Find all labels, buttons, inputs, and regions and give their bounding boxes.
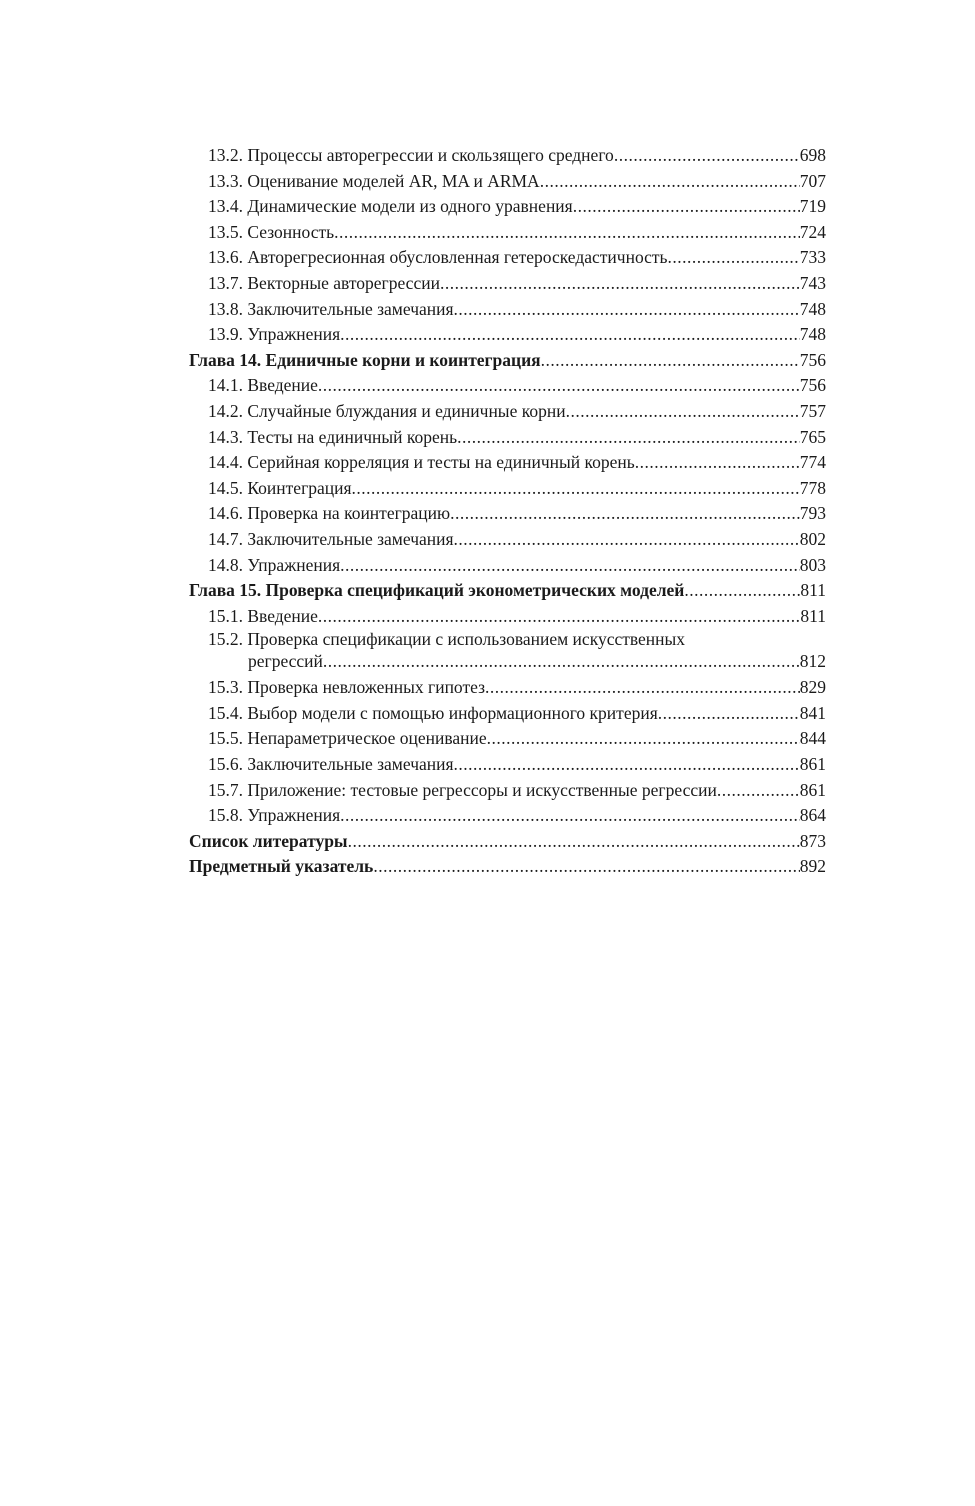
section-number: 13.9. [208, 324, 243, 345]
dot-leader [440, 271, 800, 297]
page-number: 698 [799, 145, 826, 165]
chapter-title: Список литературы [189, 830, 348, 851]
dot-leader [717, 778, 800, 804]
section-number: 15.3. [208, 677, 243, 698]
section-title: Процессы авторегрессии и скользящего среднего [247, 145, 614, 165]
dot-leader [318, 604, 800, 630]
toc-entry[interactable] [189, 752, 826, 778]
dot-leader [454, 752, 800, 778]
toc-entry[interactable] [189, 194, 826, 220]
toc-entry[interactable] [189, 425, 826, 451]
toc-entry[interactable] [189, 553, 826, 579]
section-title: Выбор модели с помощью информационного критерия [247, 702, 658, 723]
section-number: 14.2. [208, 400, 243, 421]
section-number: 13.3. [208, 170, 243, 191]
section-title: Упражнения [247, 805, 341, 826]
page-number: 802 [799, 528, 826, 549]
dot-leader [658, 701, 800, 727]
toc-chapter[interactable] [189, 578, 826, 604]
dot-leader [454, 527, 800, 553]
dot-leader [450, 501, 800, 527]
page-number: 733 [799, 247, 826, 268]
section-title: Динамические модели из одного уравнения [247, 196, 573, 217]
chapter-title: Глава 15. Проверка спецификаций эконометрических моделей [189, 580, 685, 601]
page-number: 841 [799, 702, 826, 723]
page-number: 873 [799, 830, 826, 851]
page-number: 829 [799, 677, 826, 698]
section-number: 13.6. [208, 247, 243, 268]
page-number: 892 [799, 856, 826, 877]
section-title: Тесты на единичный корень [247, 426, 458, 447]
page-number: 724 [799, 221, 826, 242]
page-number: 864 [799, 805, 826, 826]
toc-entry[interactable] [189, 169, 826, 195]
section-number: 15.4. [208, 702, 243, 723]
dot-leader [541, 348, 800, 374]
dot-leader [348, 829, 800, 855]
toc-entry-multiline[interactable] [189, 629, 826, 672]
page-number: 707 [799, 170, 826, 191]
section-title: Заключительные замечания [247, 528, 454, 549]
toc-entry[interactable] [189, 220, 826, 246]
dot-leader [540, 169, 800, 195]
section-number: 15.6. [208, 754, 243, 775]
page-number: 748 [799, 324, 826, 345]
page-number: 743 [799, 272, 826, 293]
toc-entry[interactable] [189, 803, 826, 829]
toc-entry[interactable] [189, 297, 826, 323]
page-number: 811 [800, 580, 826, 601]
page-number: 861 [799, 779, 826, 800]
section-number: 13.7. [208, 272, 243, 293]
page-number: 774 [799, 452, 826, 473]
section-title: Векторные авторегрессии [247, 272, 440, 293]
section-number: 14.6. [208, 503, 243, 524]
section-title: Сезонность [247, 221, 335, 242]
toc-entry[interactable] [189, 778, 826, 804]
toc-entry[interactable] [189, 604, 826, 630]
dot-leader [684, 578, 800, 604]
toc-entry[interactable] [189, 450, 826, 476]
section-number: 14.4. [208, 452, 243, 473]
dot-leader [340, 322, 800, 348]
toc-entry[interactable] [189, 701, 826, 727]
dot-leader [668, 245, 800, 271]
page-number: 793 [799, 503, 826, 524]
section-title: Заключительные замечания [247, 298, 454, 319]
dot-leader [614, 143, 800, 169]
dot-leader [373, 854, 799, 880]
section-title: Проверка невложенных гипотез [247, 677, 485, 698]
dot-leader [454, 297, 800, 323]
page-number: 756 [799, 349, 826, 370]
section-title: Авторегресионная обусловленная гетероскедастичность [247, 247, 668, 268]
dot-leader [323, 650, 800, 672]
entry-first-line [208, 629, 826, 650]
section-title: Упражнения [247, 554, 341, 575]
section-title: Непараметрическое оценивание [247, 728, 487, 749]
section-number: 14.7. [208, 528, 243, 549]
toc-entry[interactable] [189, 271, 826, 297]
dot-leader [485, 675, 800, 701]
section-number: 14.5. [208, 477, 243, 498]
section-title: Серийная корреляция и тесты на единичный корень [247, 452, 635, 473]
section-number: 13.2. [208, 145, 243, 165]
toc-entry[interactable] [189, 476, 826, 502]
section-title: Упражнения [247, 324, 341, 345]
dot-leader [318, 373, 800, 399]
dot-leader [340, 803, 800, 829]
page-number: 756 [799, 375, 826, 396]
section-number: 15.8. [208, 805, 243, 826]
toc-entry[interactable] [189, 527, 826, 553]
section-title: Коинтеграция [247, 477, 352, 498]
toc-entry[interactable] [189, 399, 826, 425]
section-title: Проверка на коинтеграцию [247, 503, 451, 524]
section-number: 13.4. [208, 196, 243, 217]
dot-leader [340, 553, 800, 579]
page-number: 844 [799, 728, 826, 749]
toc-chapter[interactable] [189, 829, 826, 855]
section-number: 15.2. [208, 629, 243, 650]
table-of-contents [189, 143, 826, 880]
section-title: Проверка спецификации с использованием искусственных [247, 629, 686, 650]
toc-entry[interactable] [189, 726, 826, 752]
toc-entry[interactable] [189, 322, 826, 348]
chapter-title: Предметный указатель [189, 856, 374, 877]
section-title: Введение [247, 375, 318, 396]
dot-leader [352, 476, 800, 502]
section-title: Приложение: тестовые регрессоры и искусственные регрессии [247, 779, 717, 800]
chapter-title: Глава 14. Единичные корни и коинтеграция [189, 349, 541, 370]
page-number: 778 [799, 477, 826, 498]
toc-entry[interactable] [189, 373, 826, 399]
section-number: 14.8. [208, 554, 243, 575]
toc-chapter[interactable] [189, 854, 826, 880]
page-number: 803 [799, 554, 826, 575]
section-title: Введение [247, 605, 318, 626]
section-title-continuation: регрессий [248, 651, 323, 672]
page-number: 812 [799, 651, 826, 672]
toc-chapter[interactable] [189, 348, 826, 374]
toc-entry[interactable] [189, 245, 826, 271]
section-number: 15.5. [208, 728, 243, 749]
section-number: 13.8. [208, 298, 243, 319]
page-number: 765 [799, 426, 826, 447]
section-number: 15.7. [208, 779, 243, 800]
dot-leader [635, 450, 800, 476]
section-number: 14.3. [208, 426, 243, 447]
section-number: 15.1. [208, 605, 243, 626]
page-number: 757 [799, 400, 826, 421]
dot-leader [487, 726, 800, 752]
section-number: 13.5. [208, 221, 243, 242]
page-number: 861 [799, 754, 826, 775]
toc-entry[interactable] [189, 675, 826, 701]
toc-entry[interactable] [189, 501, 826, 527]
section-title: Заключительные замечания [247, 754, 454, 775]
section-title: Случайные блуждания и единичные корни [247, 400, 566, 421]
toc-entry[interactable] [189, 143, 826, 169]
section-number: 14.1. [208, 375, 243, 396]
section-title: Оценивание моделей AR, MA и ARMA [247, 170, 540, 191]
page-number: 719 [799, 196, 826, 217]
dot-leader [566, 399, 800, 425]
page-number: 748 [799, 298, 826, 319]
dot-leader [334, 220, 800, 246]
entry-second-line [208, 650, 826, 672]
dot-leader [573, 194, 800, 220]
page-number: 811 [800, 605, 826, 626]
dot-leader [457, 425, 800, 451]
